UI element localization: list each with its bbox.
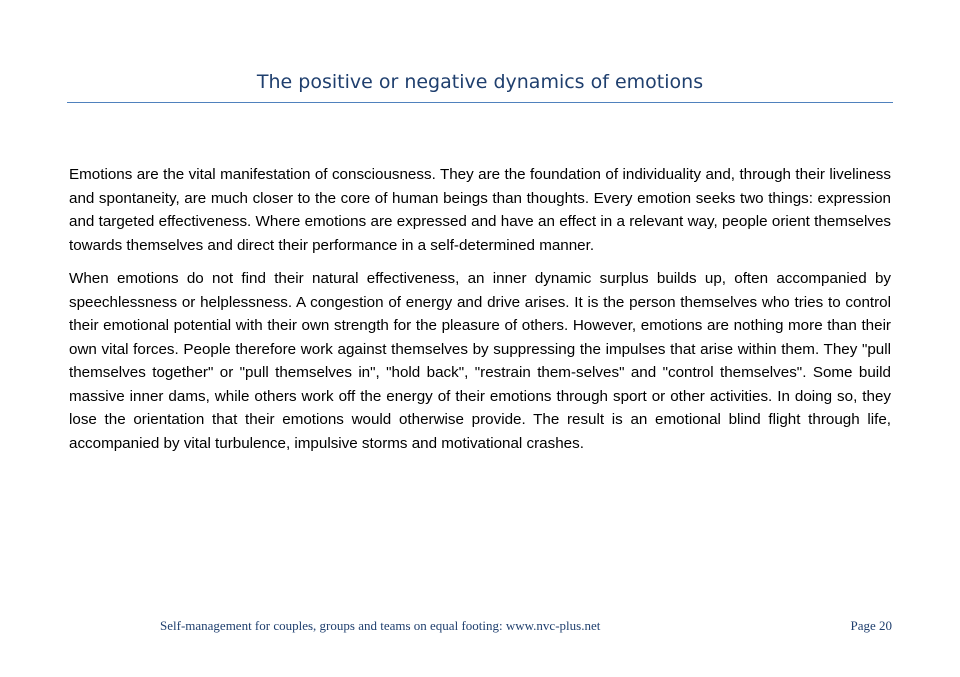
- page-number: Page 20: [850, 618, 892, 633]
- body-text: [69, 163, 891, 465]
- title-divider: [67, 102, 893, 103]
- page-footer: [160, 617, 892, 635]
- page-title: The positive or negative dynamics of emotions: [256, 71, 704, 93]
- footer-text: Self-management for couples, groups and teams on equal footing: www.nvc-plus.net: [160, 618, 601, 633]
- paragraph-2: When emotions do not find their natural effectiveness, an inner dynamic surplus builds up, often accompanied by speechlessness or helplessness. A congestion of energy and drive arises. It is the person themselves who tries to control their emotional potential with their own strength for the pleasure of others. However, emotions are nothing more than their own vital forces. People therefore work against themselves by suppressing the impulses that arise within them. They "pull themselves together" or "pull themselves in", "hold back", "restrain them-selves" and "control themselves". Some build massive inner dams, while others work off the energy of their emotions through sport or other activities. In doing so, they lose the orientation that their emotions would otherwise provide. The result is an emotional blind flight through life, accompanied by vital turbulence, impulsive storms and motivational crashes.: [69, 270, 891, 452]
- paragraph-1: Emotions are the vital manifestation of consciousness. They are the foundation of individuality and, through their liveliness and spontaneity, are much closer to the core of human beings than thoughts. Every emotion seeks two things: expression and targeted effectiveness. Where emotions are expressed and have an effect in a relevant way, people orient themselves towards themselves and direct their performance in a self-determined manner.: [69, 166, 891, 254]
